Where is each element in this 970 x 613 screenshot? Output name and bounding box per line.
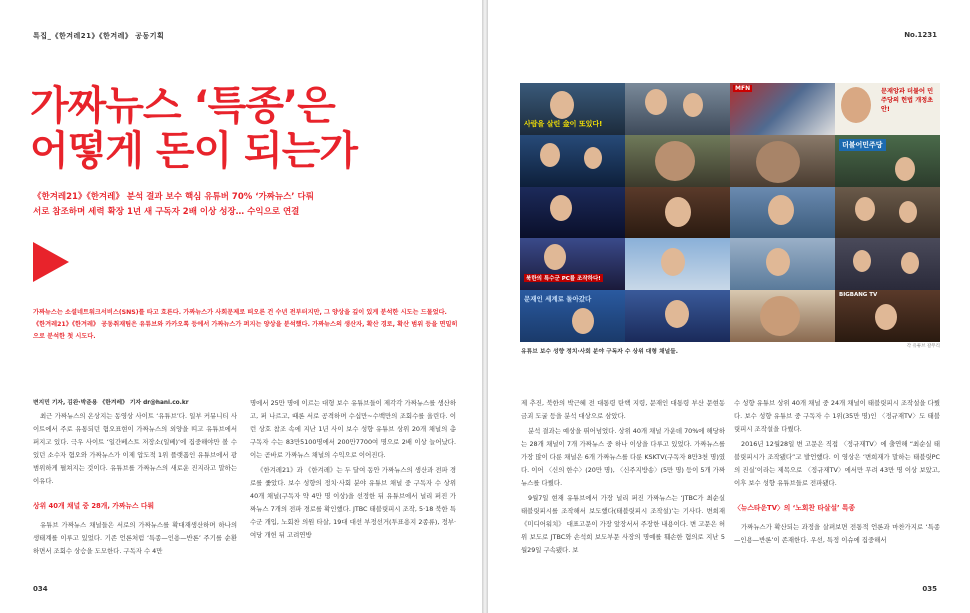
body-paragraph: 2016년 12월28일 변 고문은 직접 〈정규재TV〉에 출연해 “최순실 태블릿피시가 조작됐다”고 발언했다. 이 영상은 ‘변희재가 말하는 태블릿PC의 진실’이라는 제목으로 〈정규재TV〉에서만 무려 43만 명 이상 보았고, 이후 보수 성향 유튜브들로 전파됐다. — [734, 440, 940, 487]
page-number-left: 034 — [33, 585, 48, 593]
photo-cell — [730, 290, 835, 342]
photo-cell — [520, 135, 625, 187]
person-image — [665, 300, 689, 328]
photo-caption: 유튜브 보수 성향 정치·사회 분야 구독자 수 상위 대형 채널들. — [521, 349, 678, 355]
photo-cell — [835, 238, 940, 290]
body-column-4 — [734, 397, 940, 549]
red-arrow-icon — [33, 242, 69, 282]
byline: 변지민 기자, 김완·박준용 《한겨레》 기자 dr@hani.co.kr — [33, 400, 189, 406]
person-image — [901, 252, 919, 274]
lead-line-3: 으로 분석한 첫 시도다. — [33, 333, 96, 340]
channel-logo: MFN — [735, 85, 751, 92]
photo-cell — [625, 290, 730, 342]
photo-cell — [520, 187, 625, 239]
channel-logo: BIGBANG TV — [839, 292, 878, 299]
body-paragraph: 가짜뉴스가 확산되는 과정을 살펴보면 전통적 언론과 마찬가지로 ‘특종—인용—반론’이 존재한다. 우선, 특정 이슈에 집중해서 — [734, 523, 940, 544]
lead-line-1: 가짜뉴스는 소셜네트워크서비스(SNS)를 타고 흐른다. 가짜뉴스가 사회문제로 떠오른 건 수년 전부터지만, 그 양상을 깊이 있게 분석한 시도는 드물었다. — [33, 309, 447, 316]
right-page — [488, 0, 970, 613]
photo-overlay-text: 문재앙과 더불어 민주당의 헌법 개정초안! — [881, 88, 934, 113]
photo-cell — [835, 83, 940, 135]
body-paragraph: 분석 결과는 예상을 뛰어넘었다. 상위 40개 채널 가운데 70%에 해당하는 28개 채널이 7개 가짜뉴스 중 하나 이상을 다루고 있었다. 가짜뉴스를 가장 많이 다룬 채널은 6개 가짜뉴스를 다룬 KSKTV(구독자 8만3천 명)였다. 이어 〈신의 한수〉(20만 명), 〈신주지방송〉(5만 명) 등이 5개 가짜뉴스를 다뤘다. — [521, 427, 725, 487]
photo-cell — [730, 187, 835, 239]
title-line-2: 어떻게 돈이 되는가 — [30, 128, 357, 174]
person-image — [895, 157, 915, 181]
photo-cell — [835, 135, 940, 187]
person-image — [655, 141, 695, 181]
person-image — [766, 248, 790, 276]
person-image — [661, 248, 685, 276]
person-image — [760, 296, 800, 336]
issue-number: No.1231 — [904, 31, 937, 39]
photo-cell — [625, 135, 730, 187]
article-title — [30, 84, 470, 174]
page-number-right: 035 — [922, 585, 937, 593]
body-paragraph: 최근 가짜뉴스의 온상지는 동영상 사이트 ‘유튜브’다. 일부 커뮤니티 사이트에서 주로 유통되던 혐오표현이 가짜뉴스의 외양을 띠고 유튜브에서 퍼지고 있다. 극우 사이트 ‘일간베스트 저장소(일베)’에 집중해야만 볼 수 있던 소수자 혐오와 가짜뉴스가 이제 압도적 1위 플랫폼인 유튜브에서 광범위하게 펼쳐지는 것이다. 유튜브를 가짜뉴스의 새로운 진지라고 말하는 이유다. — [33, 412, 237, 485]
person-image — [875, 304, 897, 330]
body-paragraph: 명에서 25만 명에 이르는 대형 보수 유튜브들이 제각각 가짜뉴스를 생산하고, 퍼 나르고, 때론 서로 공격하며 수십만~수백만의 조회수를 올린다. 이런 상호 참조 속에 지난 1년 사이 보수 성향 유튜브 상위 20개 채널의 총 구독자 수는 83만5100명에서 200만7700여 명으로 2배 이상 늘어났다. 이는 곧바로 가짜뉴스 채널의 수익으로 이어진다. — [250, 399, 456, 459]
left-page — [0, 0, 482, 613]
section-header: 특집_《한겨레21》《한겨레》 공동기획 — [33, 32, 165, 40]
person-image — [540, 143, 560, 167]
youtube-screenshot-collage — [520, 83, 940, 342]
photo-cell — [835, 187, 940, 239]
person-image — [853, 250, 871, 272]
section-subheading: 상위 40개 채널 중 28개, 가짜뉴스 다뤄 — [33, 502, 155, 510]
photo-overlay-text: 더불어민주당 — [839, 139, 886, 151]
photo-cell — [520, 290, 625, 342]
body-paragraph: 9월7일 현재 유튜브에서 가장 널리 퍼진 가짜뉴스는 ‘JTBC가 최순실 태블릿피시를 조작해서 보도했다(태블릿피시 조작설)’는 기사다. 변희재 《미디어워치》 대표고문이 가장 앞장서서 주장한 내용이다. 변 고문은 허위 보도로 JTBC와 손석희 보도부문 사장의 명예를 훼손한 혐의로 지난 5월29일 구속됐다. 보 — [521, 494, 725, 554]
person-image — [550, 91, 574, 119]
person-image — [683, 93, 703, 117]
body-paragraph: 제 추진, 북한의 박근혜 전 대통령 탄핵 지령, 문재인 대통령 부산 문현동 금괴 도굴 등을 분석 대상으로 삼았다. — [521, 399, 725, 420]
photo-cell — [520, 238, 625, 290]
lead-paragraph — [33, 307, 463, 343]
photo-overlay-text: 문재인 세계로 돌아갔다 — [524, 295, 592, 304]
photo-cell — [625, 83, 730, 135]
person-image — [572, 308, 594, 334]
photo-overlay-text: 사람을 살린 金이 또있다! — [524, 120, 603, 128]
body-column-2 — [250, 397, 456, 544]
person-image — [544, 244, 566, 270]
body-paragraph: 수 성향 유튜브 상위 40개 채널 중 24개 채널이 태블릿피시 조작설을 다뤘다. 보수 성향 유튜브 중 구독자 수 1위(35만 명)인 〈정규재TV〉도 태블릿피시 조작설을 다뤘다. — [734, 399, 940, 433]
photo-cell — [520, 83, 625, 135]
body-column-3 — [521, 397, 725, 559]
photo-cell — [625, 238, 730, 290]
photo-credit: 각 유튜브 갈무리 — [906, 344, 940, 349]
article-subtitle — [33, 190, 473, 220]
person-image — [768, 195, 794, 225]
photo-cell — [835, 290, 940, 342]
subtitle-line-2: 서로 참조하며 세력 확장 1년 새 구독자 2배 이상 성장… 수익으로 연결 — [33, 207, 300, 217]
photo-cell — [730, 135, 835, 187]
person-image — [665, 197, 691, 227]
person-image — [550, 195, 572, 221]
subtitle-line-1: 《한겨레21》《한겨레》 분석 결과 보수 핵심 유튜버 70% ‘가짜뉴스’ 다뤄 — [33, 192, 314, 202]
person-image — [855, 197, 875, 221]
body-column-1 — [33, 410, 237, 560]
body-paragraph: 유튜브 가짜뉴스 채널들은 서로의 가짜뉴스를 확대재생산하며 하나의 생태계를 이루고 있었다. 기존 언론처럼 ‘특종—인용—반론’ 주기를 순환하면서 조회수 상승을 도모한다. 구독자 수 4만 — [33, 521, 237, 555]
photo-cell — [625, 187, 730, 239]
section-subheading: 〈뉴스타운TV〉의 ‘노회찬 타살설’ 특종 — [734, 504, 856, 512]
person-image — [841, 87, 871, 123]
title-line-1: 가짜뉴스 ‘특종’은 — [30, 83, 335, 129]
person-image — [756, 141, 800, 183]
person-image — [899, 201, 917, 223]
photo-cell — [730, 83, 835, 135]
person-image — [645, 89, 667, 115]
photo-overlay-text: 북한의 특수군 PC를 조작하다! — [526, 276, 601, 283]
person-image — [584, 147, 602, 169]
body-paragraph: 《한겨레21》과 《한겨레》는 두 달여 동안 가짜뉴스의 생산과 전파 경로를 좇았다. 보수 성향의 정치·사회 분야 유튜브 채널 중 구독자 수 상위 40개 채널(구독자 약 4만 명 이상)을 선정한 뒤 유튜브에서 널리 퍼진 가짜뉴스 7개의 전파 경로를 확인했다. JTBC 태블릿피시 조작, 5·18 북한 특수군 개입, 노회찬 의원 타살, 19대 대선 부정선거(투표용지 2종류), 정부·여당 개헌 뒤 고려연방 — [250, 466, 456, 539]
lead-line-2: 《한겨레21》《한겨레》 공동취재팀은 유튜브와 카카오톡 등에서 가짜뉴스가 퍼지는 양상을 분석했다. 가짜뉴스의 생산자, 확산 경로, 확산 범위 등을 면밀히 — [33, 321, 458, 328]
photo-cell — [730, 238, 835, 290]
